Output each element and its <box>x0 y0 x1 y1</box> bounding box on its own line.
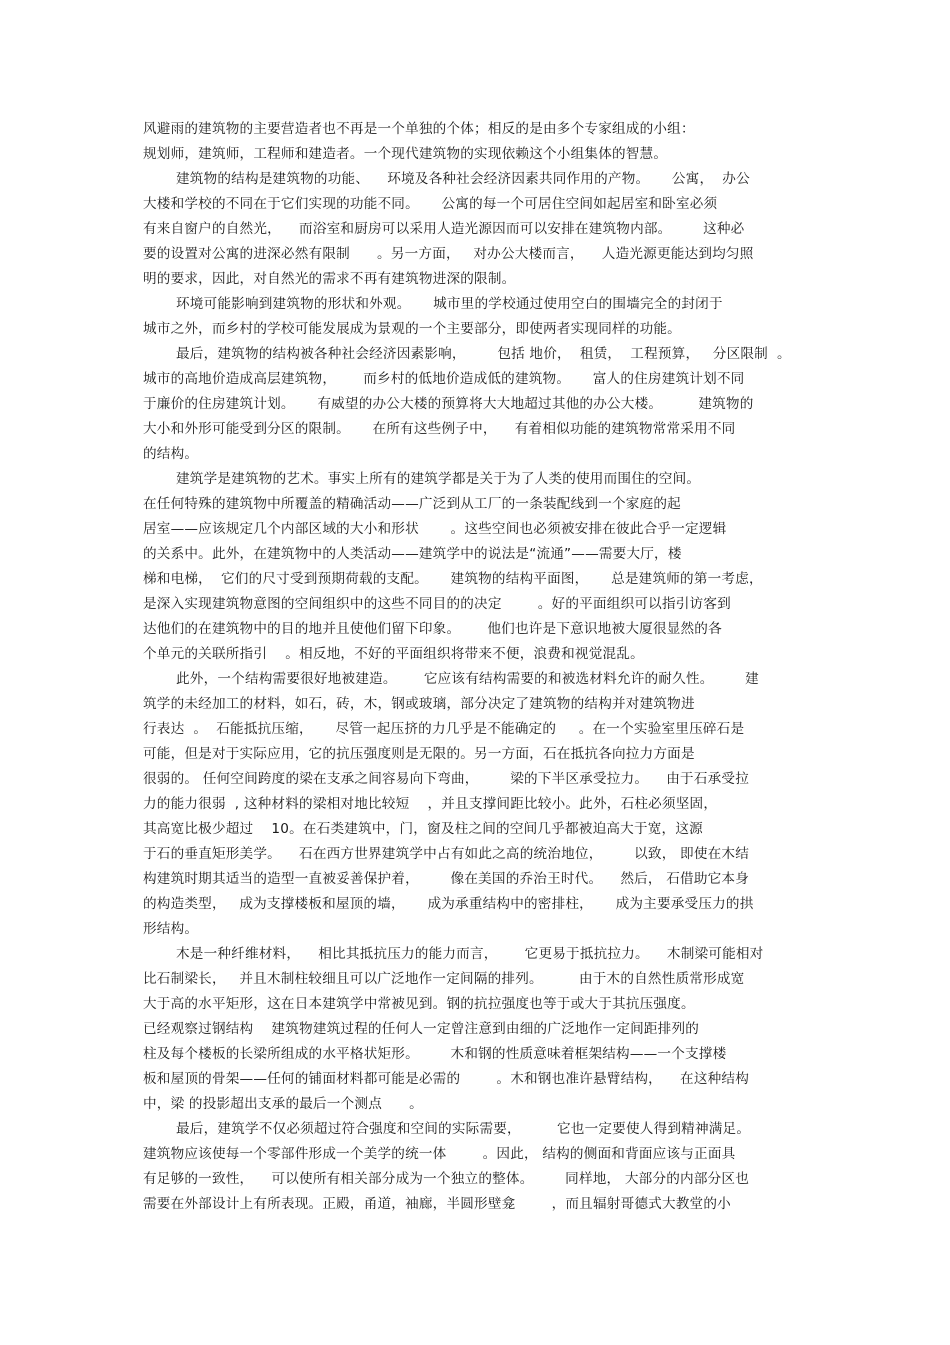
text-line: 需要在外部设计上有所表现。正殿，甬道，袖廊，半圆形壁龛 ，而且辐射哥德式大教堂的小 <box>143 1196 731 1212</box>
text-line: 规划师，建筑师，工程师和建造者。一个现代建筑物的实现依赖这个小组集体的智慧。 <box>143 146 668 162</box>
text-line: 建筑物应该使每一个零部件形成一个美学的统一体 。因此， 结构的侧面和背面应该与正面具 <box>143 1146 736 1162</box>
text-line: 其高宽比极少超过 10。在石类建筑中，门，窗及柱之间的空间几乎都被迫高大于宽，这源 <box>143 821 703 837</box>
text-line: 梯和电梯， 它们的尺寸受到预期荷载的支配。 建筑物的结构平面图， 总是建筑师的第一考虑， <box>143 571 763 587</box>
text-line: 城市之外，而乡村的学校可能发展成为景观的一个主要部分，即使两者实现同样的功能。 <box>143 321 681 337</box>
text-line: 的构造类型， 成为支撑楼板和屋顶的墙， 成为承重结构中的密排柱， 成为主要承受压力的拱 <box>143 896 754 912</box>
text-line: 构建筑时期其适当的造型一直被妥善保护着， 像在美国的乔治王时代。 然后， 石借助它本身 <box>143 871 749 887</box>
text-line: 有足够的一致性， 可以使所有相关部分成为一个独立的整体。 同样地， 大部分的内部分区也 <box>143 1171 749 1187</box>
paragraph-first-line: 建筑学是建筑物的艺术。事实上所有的建筑学都是关于为了人类的使用而围住的空间。 <box>176 471 701 487</box>
text-line: 的关系中。此外，在建筑物中的人类活动——建筑学中的说法是“流通”——需要大厅，楼 <box>143 546 682 562</box>
text-line: 要的设置对公寓的进深必然有限制 。另一方面， 对办公大楼而言， 人造光源更能达到均匀照 <box>143 246 754 262</box>
text-line: 大小和外形可能受到分区的限制。 在所有这些例子中， 有着相似功能的建筑物常常采用不同 <box>143 421 736 437</box>
text-line: 比石制梁长， 并且木制柱较细且可以广泛地作一定间隔的排列。 由于木的自然性质常形成宽 <box>143 971 745 987</box>
text-line: 已经观察过钢结构 建筑物建筑过程的任何人一定曾注意到由细的广泛地作一定间距排列的 <box>143 1021 700 1037</box>
text-line: 中，梁 的投影超出支承的最后一个测点 。 <box>143 1096 423 1112</box>
text-line: 于廉价的住房建筑计划。 有威望的办公大楼的预算将大大地超过其他的办公大楼。 建筑物的 <box>143 396 754 412</box>
paragraph-first-line: 环境可能影响到建筑物的形状和外观。 城市里的学校通过使用空白的围墙完全的封闭于 <box>176 296 723 312</box>
text-line: 大于高的水平矩形，这在日本建筑学中常被见到。钢的抗拉强度也等于或大于其抗压强度。 <box>143 996 695 1012</box>
text-line: 板和屋顶的骨架——任何的铺面材料都可能是必需的 。木和钢也准许悬臂结构， 在这种结构 <box>143 1071 749 1087</box>
text-line: 可能，但是对于实际应用，它的抗压强度则是无限的。另一方面，石在抵抗各向拉力方面是 <box>143 746 695 762</box>
paragraph-first-line: 此外，一个结构需要很好地被建造。 它应该有结构需要的和被选材料允许的耐久性。 建 <box>176 671 759 687</box>
text-line: 的结构。 <box>143 446 199 462</box>
paragraph-first-line: 最后，建筑学不仅必须超过符合强度和空间的实际需要， 它也一定要使人得到精神满足。 <box>176 1121 751 1137</box>
text-line: 力的能力很弱 , 这种材料的梁相对地比较短 ，并且支撑间距比较小。此外，石柱必须坚固， <box>143 796 718 812</box>
text-line: 有来自窗户的自然光， 而浴室和厨房可以采用人造光源因而可以安排在建筑物内部。 这种必 <box>143 221 745 237</box>
text-line: 风避雨的建筑物的主要营造者也不再是一个单独的个体；相反的是由多个专家组成的小组： <box>143 121 695 137</box>
text-line: 于石的垂直矩形美学。 石在西方世界建筑学中占有如此之高的统治地位， 以致， 即使在木结 <box>143 846 749 862</box>
text-line: 居室——应该规定几个内部区域的大小和形状 。这些空间也必须被安排在彼此合乎一定逻辑 <box>143 521 727 537</box>
text-line: 筑学的未经加工的材料，如石，砖，木，钢或玻璃，部分决定了建筑物的结构并对建筑物进 <box>143 696 695 712</box>
text-line: 行表达 。 石能抵抗压缩， 尽管一起压挤的力几乎是不能确定的 。在一个实验室里压碎石是 <box>143 721 745 737</box>
text-line: 在任何特殊的建筑物中所覆盖的精确活动——广泛到从工厂的一条装配线到一个家庭的起 <box>143 496 681 512</box>
text-line: 很弱的。 任何空间跨度的梁在支承之间容易向下弯曲， 梁的下半区承受拉力。 由于石承受拉 <box>143 771 749 787</box>
text-line: 城市的高地价造成高层建筑物， 而乡村的低地价造成低的建筑物。 富人的住房建筑计划不同 <box>143 371 745 387</box>
text-line: 达他们的在建筑物中的目的地并且使他们留下印象。 他们也许是下意识地被大厦很显然的各 <box>143 621 722 637</box>
paragraph-first-line: 建筑物的结构是建筑物的功能、 环境及各种社会经济因素共同作用的产物。 公寓， 办公 <box>176 171 750 187</box>
text-line: 明的要求，因此，对自然光的需求不再有建筑物进深的限制。 <box>143 271 516 287</box>
paragraph-first-line: 最后，建筑物的结构被各种社会经济因素影响， 包括 地价， 租赁， 工程预算， 分区限制 。 <box>176 346 791 362</box>
text-line: 是深入实现建筑物意图的空间组织中的这些不同目的的决定 。好的平面组织可以指引访客到 <box>143 596 731 612</box>
text-line: 柱及每个楼板的长梁所组成的水平格状矩形。 木和钢的性质意味着框架结构——一个支撑楼 <box>143 1046 727 1062</box>
text-line: 形结构。 <box>143 921 199 937</box>
paragraph-first-line: 木是一种纤维材料， 相比其抵抗压力的能力而言， 它更易于抵抗拉力。 木制梁可能相对 <box>176 946 764 962</box>
text-line: 大楼和学校的不同在于它们实现的功能不同。 公寓的每一个可居住空间如起居室和卧室必须 <box>143 196 718 212</box>
text-line: 个单元的关联所指引 。相反地，不好的平面组织将带来不便，浪费和视觉混乱。 <box>143 646 644 662</box>
